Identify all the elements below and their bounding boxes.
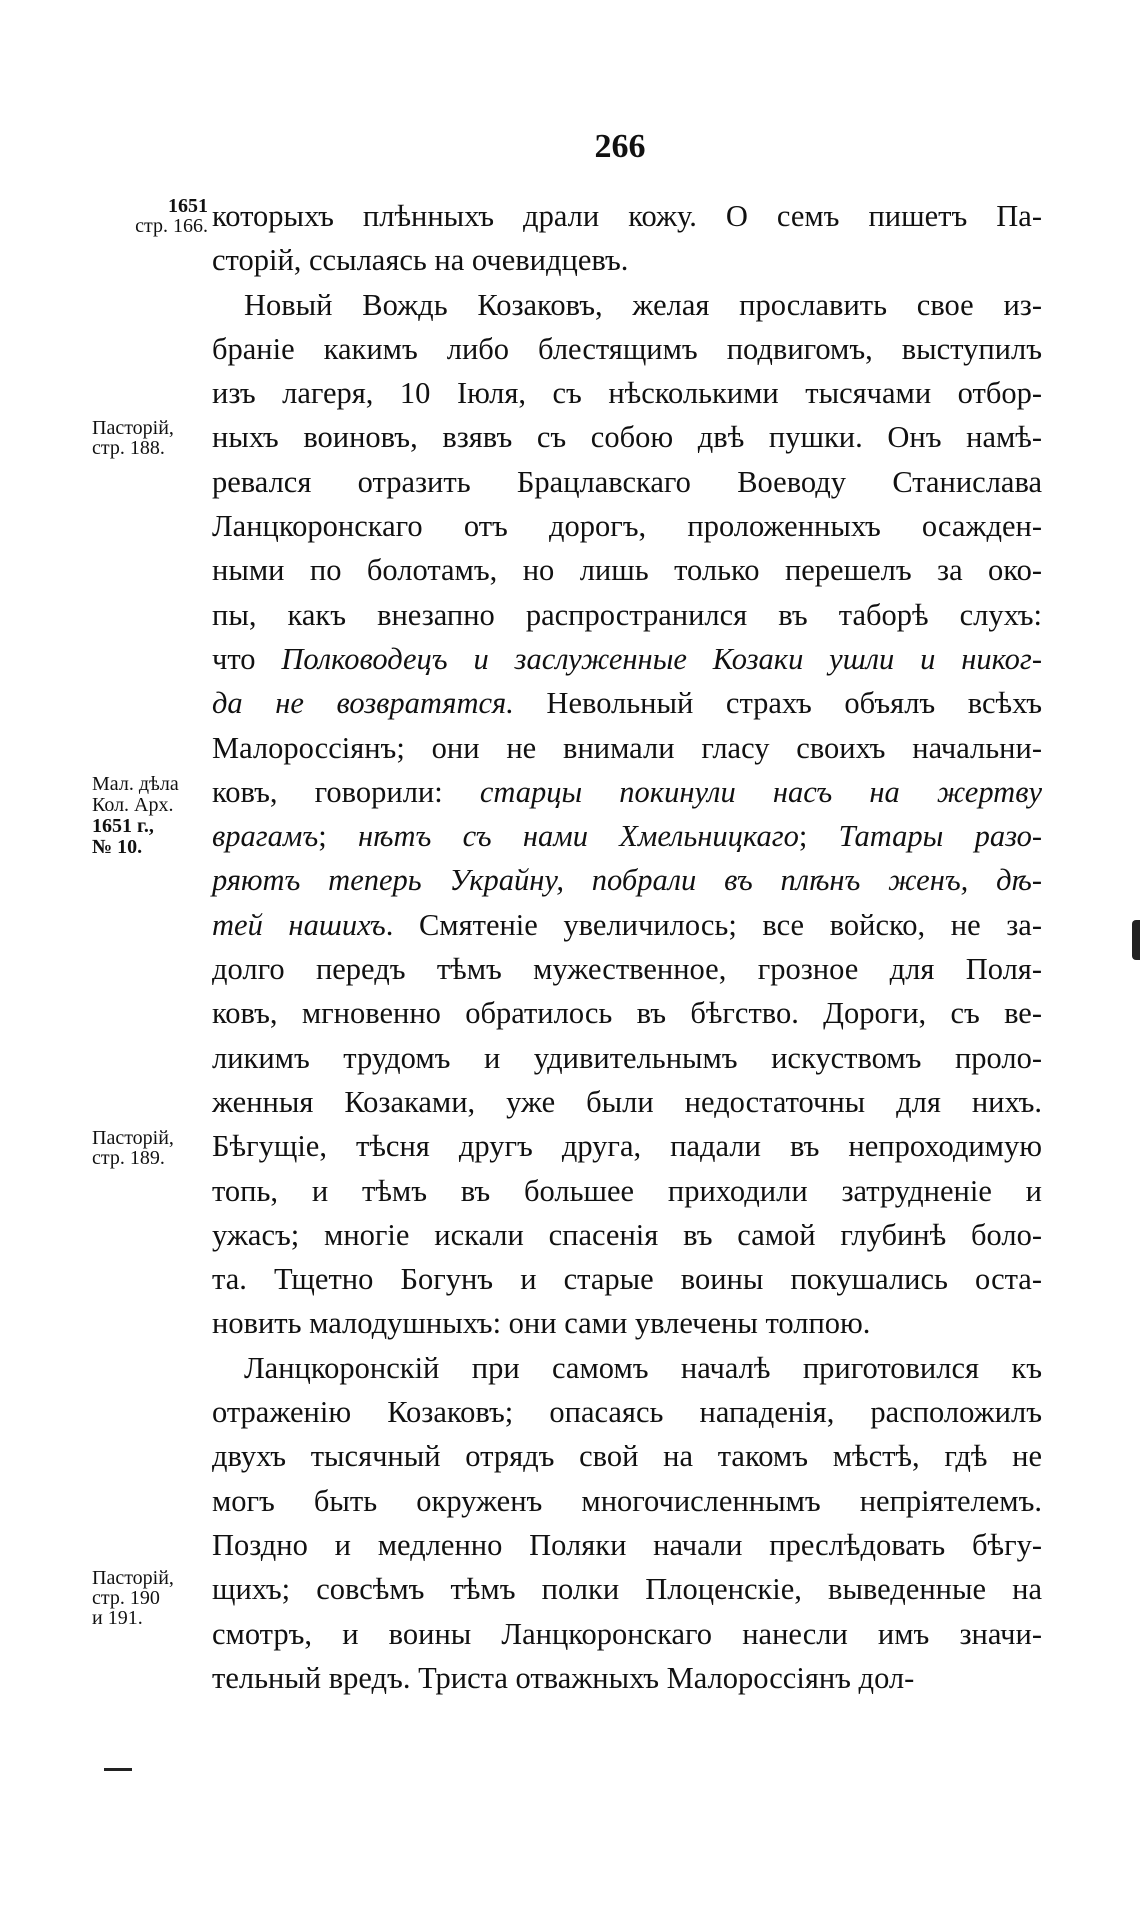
text-segment: Ланцкоронскаго отъ дорогъ, проложенныхъ осажден- <box>212 509 1042 544</box>
text-line <box>212 327 1042 371</box>
text-segment: ; <box>798 819 839 854</box>
text-segment: Невольный страхъ объялъ всѣхъ <box>513 686 1042 721</box>
text-line <box>212 1169 1042 1213</box>
text-line <box>212 681 1042 725</box>
text-line <box>212 991 1042 1035</box>
text-segment: топь, и тѣмъ въ большее приходили затрудненіе и <box>212 1173 1042 1208</box>
text-segment: которыхъ плѣнныхъ драли кожу. О семъ пишетъ Па- <box>212 199 1042 233</box>
margin-note-line: № 10. <box>92 836 143 858</box>
text-segment: пы, какъ внезапно распространился въ таборѣ слухъ: <box>212 597 1042 632</box>
margin-note-line: Кол. Арх. <box>92 794 174 816</box>
text-segment: Поздно и медленно Поляки начали преслѣдовать бѣгу- <box>212 1527 1042 1562</box>
text-segment: ковъ, мгновенно обратилось въ бѣгство. Дороги, съ ве- <box>212 996 1042 1031</box>
text-line <box>212 726 1042 770</box>
text-line <box>212 1346 1042 1390</box>
margin-note-line: Пасторій, <box>92 417 174 439</box>
text-segment: долго передъ тѣмъ мужественное, грозное для Поля- <box>212 952 1042 987</box>
text-segment: ликимъ трудомъ и удивительнымъ искуствомъ проло- <box>212 1040 1042 1075</box>
main-text <box>212 194 1042 1700</box>
text-segment: Малороссіянъ; они не внимали гласу своихъ начальни- <box>212 730 1042 765</box>
text-segment: ныхъ воиновъ, взявъ съ собою двѣ пушки. Онъ намѣ- <box>212 420 1042 455</box>
italic-text-segment: Татары разо- <box>838 819 1042 854</box>
text-segment: Ланцкоронскій при самомъ началѣ приготовился къ <box>244 1350 1042 1385</box>
text-segment: новить малодушныхъ: они сами увлечены толпою. <box>212 1306 871 1341</box>
text-segment: могъ быть окруженъ многочисленнымъ непріятелемъ. <box>212 1483 1042 1518</box>
text-segment: ужасъ; многіе искали спасенія въ самой глубинѣ боло- <box>212 1217 1042 1252</box>
text-line <box>212 947 1042 991</box>
text-line <box>212 1301 1042 1345</box>
text-segment: женныя Козаками, уже были недостаточны для нихъ. <box>212 1084 1042 1119</box>
text-line <box>212 1656 1042 1700</box>
text-line <box>212 903 1042 947</box>
text-line <box>212 371 1042 415</box>
text-segment: тельный вредъ. Триста отважныхъ Малороссіянъ дол- <box>212 1660 915 1695</box>
text-line <box>212 1080 1042 1124</box>
text-segment: Новый Вождь Козаковъ, желая прославить свое из- <box>244 287 1042 322</box>
text-line <box>212 1036 1042 1080</box>
margin-note-line: стр. 189. <box>92 1147 165 1169</box>
margin-note-2 <box>92 418 174 458</box>
italic-text-segment: нѣтъ съ нами Хмельницкаго <box>357 819 799 854</box>
margin-note-line: 1651 <box>168 195 208 217</box>
italic-text-segment: ряютъ теперь Украйну, побрали въ плѣнъ женъ, дѣ- <box>212 863 1042 898</box>
text-line <box>212 1213 1042 1257</box>
text-line <box>212 283 1042 327</box>
text-line <box>212 238 1042 282</box>
text-segment: ; <box>318 819 358 854</box>
text-line <box>212 593 1042 637</box>
margin-note-line: Пасторій, <box>92 1127 174 1149</box>
text-segment: изъ лагеря, 10 Іюля, съ нѣсколькими тысячами отбор- <box>212 376 1042 411</box>
text-line <box>212 194 1042 238</box>
text-line <box>212 1479 1042 1523</box>
text-line <box>212 1434 1042 1478</box>
text-line <box>212 1523 1042 1567</box>
scan-edge-mark <box>1132 920 1140 960</box>
text-line <box>212 504 1042 548</box>
text-line <box>212 1124 1042 1168</box>
text-line <box>212 637 1042 681</box>
text-segment: что <box>212 641 282 676</box>
text-line <box>212 814 1042 858</box>
scan-dash-mark <box>104 1768 132 1771</box>
text-segment: смотръ, и воины Ланцкоронскаго нанесли имъ значи- <box>212 1616 1042 1651</box>
text-segment: браніе какимъ либо блестящимъ подвигомъ, выступилъ <box>212 331 1042 366</box>
margin-note-line: Мал. дѣла <box>92 773 179 795</box>
text-line <box>212 1567 1042 1611</box>
text-line <box>212 1390 1042 1434</box>
text-line <box>212 415 1042 459</box>
text-segment: двухъ тысячный отрядъ свой на такомъ мѣстѣ, гдѣ не <box>212 1439 1042 1474</box>
text-segment: ковъ, говорили: <box>212 774 480 809</box>
text-line <box>212 460 1042 504</box>
margin-note-line: Пасторій, <box>92 1567 174 1589</box>
text-segment: Бѣгущіе, тѣсня другъ друга, падали въ непроходимую <box>212 1129 1042 1164</box>
margin-note-4 <box>92 1128 174 1168</box>
margin-note-line: стр. 190 <box>92 1587 160 1609</box>
page-number: 266 <box>594 128 646 165</box>
text-segment: сторій, ссылаясь на очевидцевъ. <box>212 243 629 278</box>
italic-text-segment: тей нашихъ <box>212 907 386 942</box>
margin-note-line: стр. 166. <box>135 215 208 237</box>
margin-note-line: и 191. <box>92 1607 143 1629</box>
text-line <box>212 1257 1042 1301</box>
text-segment: ными по болотамъ, но лишь только перешелъ за око- <box>212 553 1042 588</box>
margin-note-line: 1651 г., <box>92 815 154 837</box>
margin-note-3 <box>92 774 179 858</box>
text-line <box>212 858 1042 902</box>
text-segment: щихъ; совсѣмъ тѣмъ полки Плоценскіе, выведенные на <box>212 1572 1042 1607</box>
text-segment: та. Тщетно Богунъ и старые воины покушались оста- <box>212 1262 1042 1297</box>
italic-text-segment: Полководецъ и заслуженные Козаки ушли и никог- <box>281 641 1042 676</box>
text-line <box>212 1612 1042 1656</box>
italic-text-segment: да не возвратятся. <box>212 686 514 721</box>
italic-text-segment: врагамъ <box>212 819 319 854</box>
margin-note-1 <box>88 196 208 236</box>
text-segment: отраженію Козаковъ; опасаясь нападенія, расположилъ <box>212 1395 1042 1430</box>
margin-note-5 <box>92 1568 174 1628</box>
margin-note-line: стр. 188. <box>92 437 165 459</box>
text-segment: ревался отразить Брацлавскаго Воеводу Станислава <box>212 464 1042 499</box>
text-line <box>212 548 1042 592</box>
italic-text-segment: старцы покинули насъ на жертву <box>479 774 1042 809</box>
text-line <box>212 770 1042 814</box>
text-segment: . Смятеніе увеличилось; все войско, не за- <box>385 907 1042 942</box>
